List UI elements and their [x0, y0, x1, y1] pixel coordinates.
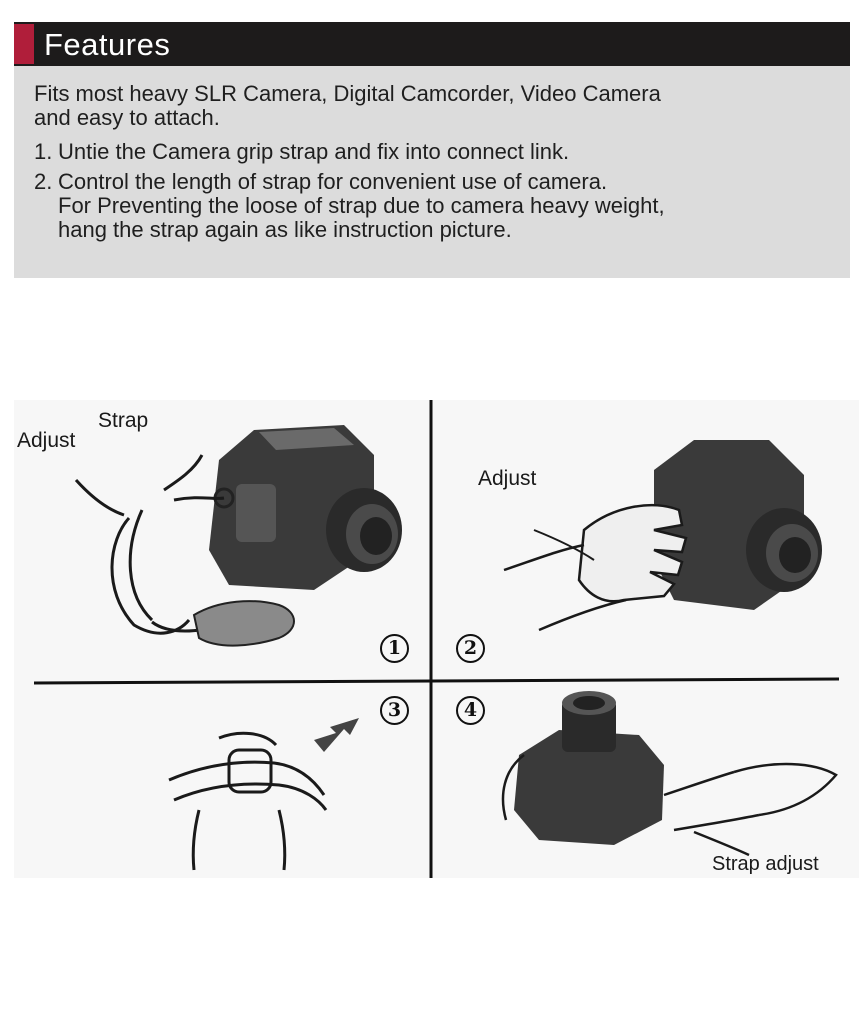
arrow-icon-3 [314, 718, 359, 752]
instruction-step-1 [34, 140, 834, 164]
grip-pad-1 [194, 601, 294, 645]
step-text: hang the strap again as like instruction picture. [58, 217, 512, 242]
features-header [14, 22, 850, 66]
adjust-label-2: Adjust [478, 467, 537, 490]
features-body [34, 82, 834, 248]
intro-line: Fits most heavy SLR Camera, Digital Camcorder, Video Camera [34, 81, 661, 106]
step-text: Untie the Camera grip strap and fix into connect link. [58, 139, 570, 164]
instruction-steps [34, 140, 834, 242]
camera-illustration-1 [209, 425, 402, 590]
header-accent-bar [14, 24, 34, 64]
illustration-drawing [14, 400, 859, 878]
features-panel [14, 22, 850, 278]
step-number: 1. [34, 139, 53, 164]
step-text: Control the length of strap for convenient use of camera. [58, 169, 608, 194]
strap-label: Strap [98, 409, 149, 432]
hand-illustration-2 [504, 505, 686, 630]
strap-adjust-label: Strap adjust [712, 853, 819, 875]
features-title: Features [44, 27, 171, 62]
step-number: 2. [34, 169, 53, 194]
adjust-label-1: Adjust [17, 429, 76, 452]
instruction-step-2 [34, 170, 834, 242]
step-marker-2: 2 [456, 634, 485, 663]
strap-loop-illustration-3 [169, 733, 326, 870]
step-text: For Preventing the loose of strap due to camera heavy weight, [58, 193, 665, 218]
step-marker-3: 3 [380, 696, 409, 725]
instruction-illustration [14, 400, 859, 878]
strap-illustration-1 [76, 455, 224, 633]
features-intro [34, 82, 834, 130]
horizontal-divider [34, 679, 839, 683]
step-marker-1: 1 [380, 634, 409, 663]
step-marker-4: 4 [456, 696, 485, 725]
camera-illustration-4 [514, 691, 664, 845]
intro-line: and easy to attach. [34, 105, 220, 130]
